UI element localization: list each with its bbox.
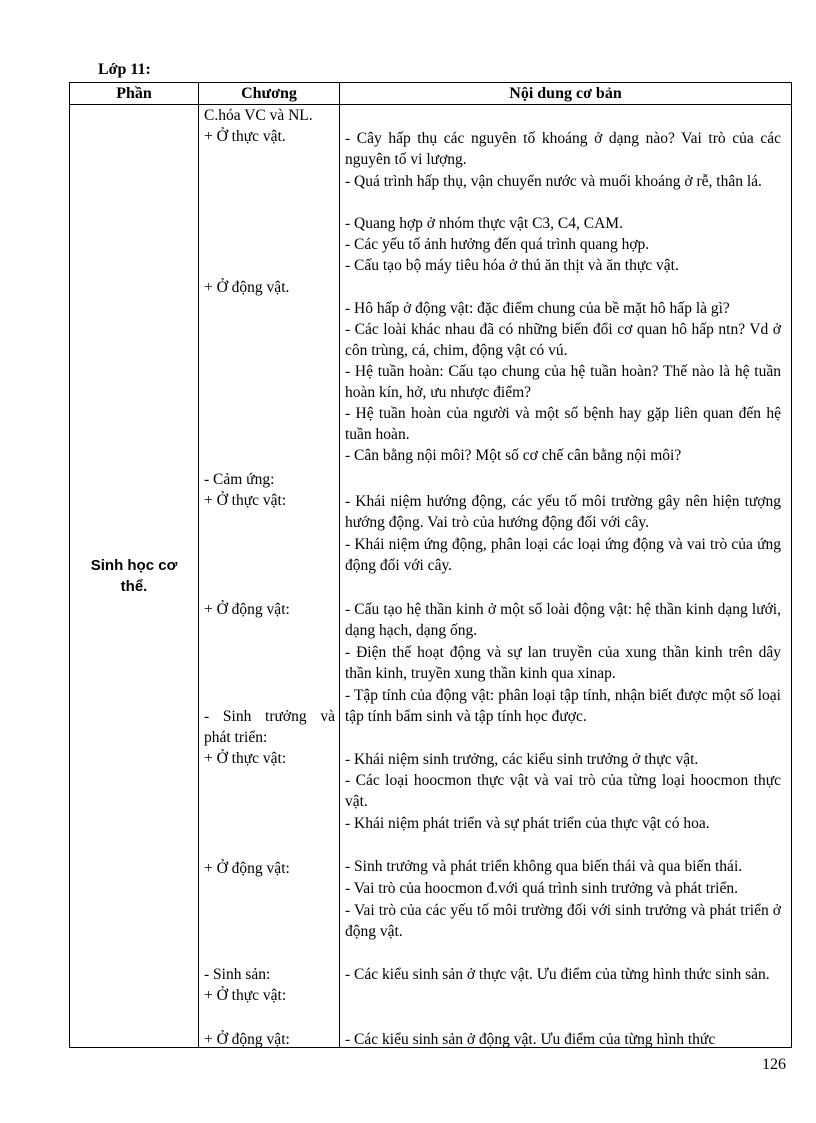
chapter-item: + Ở thực vật:	[204, 750, 287, 767]
chapter-item: + Ở thực vật:	[204, 492, 287, 509]
content-item: - Các kiểu sinh sản ở động vật. Ưu điểm của từng hình thức	[345, 1031, 716, 1048]
content-item: - Vai trò của các yếu tố môi trường đối với sinh trưởng và phát triển ở động vật.	[345, 902, 781, 940]
syllabus-table	[69, 82, 792, 1048]
content-item: - Điện thế hoạt động và sự lan truyền của xung thần kinh trên dây thần kinh, truyền xung thần kinh qua xinap.	[345, 644, 781, 682]
content-item: - Khái niệm ứng động, phân loại các loại ứng động và vai trò của ứng động đối với cây.	[345, 536, 781, 574]
content-item: - Các loài khác nhau đã có những biến đổi cơ quan hô hấp ntn? Vd ở côn trùng, cá, chim, động vật có vú.	[345, 321, 781, 359]
chapter-item: + Ở động vật.	[204, 279, 290, 296]
header-content: Nội dung cơ bản	[340, 83, 792, 105]
content-item: - Hệ tuần hoàn: Cấu tạo chung của hệ tuần hoàn? Thế nào là hệ tuần hoàn kín, hở, ưu nhược điểm?	[345, 363, 781, 401]
chapter-item: + Ở thực vật:	[204, 987, 287, 1004]
content-item: - Khái niệm sinh trưởng, các kiểu sinh trưởng ở thực vật.	[345, 751, 699, 768]
content-item: - Sinh trưởng và phát triển không qua biến thái và qua biến thái.	[345, 858, 743, 875]
content-item: - Các yếu tố ảnh hưởng đến quá trình quang hợp.	[345, 236, 650, 253]
content-item: - Cân bằng nội môi? Một số cơ chế cân bằng nội môi?	[345, 447, 682, 464]
part-label: Sinh học cơ thể.	[90, 557, 178, 595]
header-part: Phần	[70, 83, 199, 105]
chapter-item: - Sinh trưởng và phát triển:	[204, 708, 335, 746]
content-item: - Cấu tạo hệ thần kinh ở một số loài động vật: hệ thần kinh dạng lưới, dạng hạch, dạng ống.	[345, 601, 781, 639]
class-title: Lớp 11:	[98, 61, 151, 78]
chapter-item: - Cảm ứng:	[204, 471, 275, 488]
part-cell	[70, 105, 199, 1048]
chapter-item: + Ở động vật:	[204, 860, 290, 877]
content-cell	[340, 105, 792, 1048]
chapter-item: C.hóa VC và NL.	[204, 107, 313, 124]
content-item: - Cấu tạo bộ máy tiêu hóa ở thú ăn thịt và ăn thực vật.	[345, 257, 679, 274]
content-item: - Các loại hoocmon thực vật và vai trò của từng loại hoocmon thực vật.	[345, 772, 781, 810]
content-item: - Tập tính của động vật: phân loại tập tính, nhận biết được một số loại tập tính bẩm sinh và tập tính học được.	[345, 687, 781, 725]
content-item: - Hô hấp ở động vật: đặc điểm chung của bề mặt hô hấp là gì?	[345, 300, 730, 317]
content-item: - Khái niệm hướng động, các yếu tố môi trường gây nên hiện tượng hướng động. Vai trò của hướng động đối với cây.	[345, 493, 781, 531]
page-number: 126	[762, 1056, 786, 1073]
content-item: - Các kiểu sinh sản ở thực vật. Ưu điểm của từng hình thức sinh sản.	[345, 966, 770, 983]
chapter-item: + Ở thực vật.	[204, 128, 286, 145]
chapter-item: + Ở động vật:	[204, 1031, 290, 1048]
content-item: - Quá trình hấp thụ, vận chuyển nước và muối khoáng ở rễ, thân lá.	[345, 173, 762, 190]
chapter-item: - Sinh sản:	[204, 966, 271, 983]
chapter-cell	[199, 105, 340, 1048]
content-item: - Khái niệm phát triển và sự phát triển của thực vật có hoa.	[345, 815, 710, 832]
content-item: - Cây hấp thụ các nguyên tố khoáng ở dạng nào? Vai trò của các nguyên tố vi lượng.	[345, 130, 781, 168]
content-item: - Vai trò của hoocmon đ.với quá trình sinh trưởng và phát triển.	[345, 880, 738, 897]
chapter-item: + Ở động vật:	[204, 601, 290, 618]
content-item: - Quang hợp ở nhóm thực vật C3, C4, CAM.	[345, 215, 623, 232]
header-chapter: Chương	[199, 83, 340, 105]
table-header-row	[70, 83, 792, 105]
table-row	[70, 105, 792, 1048]
content-item: - Hệ tuần hoàn của người và một số bệnh hay gặp liên quan đến hệ tuần hoàn.	[345, 405, 781, 443]
